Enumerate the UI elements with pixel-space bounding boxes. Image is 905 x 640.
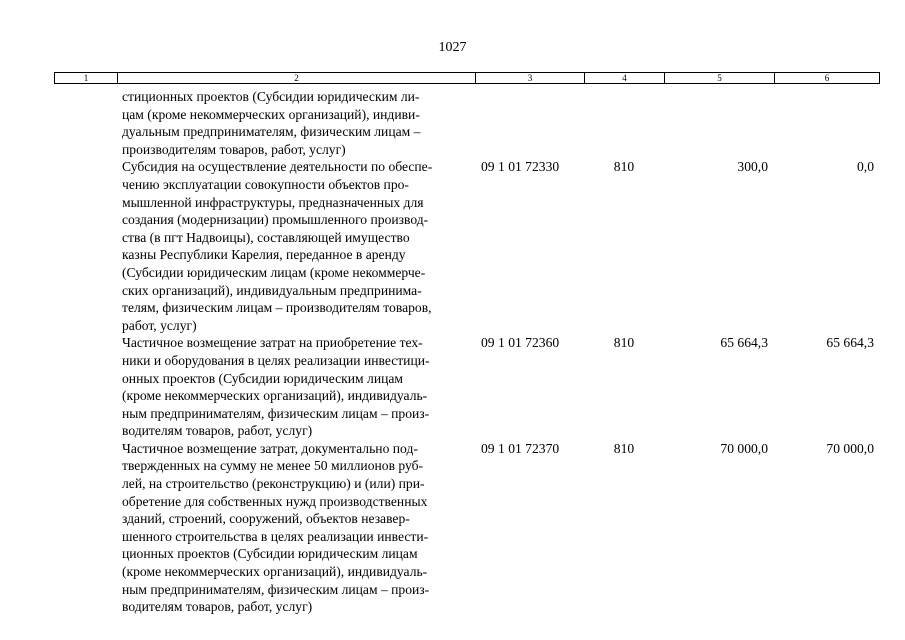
row-amount-col5: 300,0 [737,159,768,175]
row-code [475,88,584,158]
header-col-6: 6 [824,73,830,83]
description-line: ники и оборудования в целях реализации инвестици- [122,352,430,368]
header-col-2: 2 [118,73,476,83]
description-line: твержденных на сумму не менее 50 миллионов руб- [122,458,424,474]
description-line: обретение для собственных нужд производственных [122,493,428,509]
description-line: шенного строительства в целях реализации инвести- [122,528,429,544]
table-row [54,158,880,334]
row-amount-col6: 65 664,3 [826,335,874,351]
row-description [54,158,475,334]
description-line: стиционных проектов (Субсидии юридическим ли- [122,89,420,104]
description-line: ских организаций), индивидуальным предпринима- [122,282,422,298]
description-line: лей, на строительство (реконструкцию) и (или) при- [122,476,425,492]
description-line: создания (модернизации) промышленного производ- [122,212,429,228]
row-description [54,334,475,440]
description-line: телям, физическим лицам – производителям товаров, [122,300,432,316]
row-expense-type: 810 [613,159,635,175]
description-line: Частичное возмещение затрат, документально под- [122,440,418,456]
header-col-3: 3 [476,73,585,83]
table-body [54,88,880,616]
header-col-4: 4 [585,73,665,83]
row-amount-col6 [774,88,878,158]
page-number: 1027 [438,40,467,55]
description-line: водителям товаров, работ, услуг) [122,423,313,439]
row-code: 09 1 01 72330 [481,159,560,175]
description-line: ства (в пгт Надвоицы), составляющей имущество [122,229,410,245]
row-amount-col6: 0,0 [857,159,874,175]
table-row [54,88,880,158]
row-amount-col5: 65 664,3 [720,335,768,351]
description-line: Субсидия на осуществление деятельности по обеспе- [122,159,433,175]
description-line: цам (кроме некоммерческих организаций), индиви- [122,106,420,122]
description-line: работ, услуг) [122,317,197,333]
header-col-1: 1 [55,73,118,83]
description-line: мышленной инфраструктуры, предназначенных для [122,194,424,210]
row-code: 09 1 01 72360 [481,335,560,351]
row-expense-type [584,88,664,158]
description-line: производителям товаров, работ, услуг) [122,141,346,157]
description-line: зданий, строений, сооружений, объектов незавер- [122,511,410,527]
table-row [54,440,880,616]
description-line: водителям товаров, работ, услуг) [122,599,313,615]
row-amount-col5: 70 000,0 [720,440,768,456]
description-line: ционных проектов (Субсидии юридическим лицам [122,546,418,562]
description-line: (кроме некоммерческих организаций), индивидуаль- [122,564,428,580]
row-code: 09 1 01 72370 [481,440,560,456]
row-amount-col5 [664,88,774,158]
description-line: ным предпринимателям, физическим лицам – произ- [122,405,430,421]
table-row [54,334,880,440]
row-amount-col6: 70 000,0 [826,440,874,456]
description-line: (кроме некоммерческих организаций), индивидуаль- [122,388,428,404]
row-description [54,88,475,158]
row-expense-type: 810 [613,440,635,456]
description-line: казны Республики Карелия, переданное в аренду [122,247,406,263]
table-header [54,72,880,84]
description-line: Частичное возмещение затрат на приобретение тех- [122,335,423,351]
header-col-5: 5 [665,73,775,83]
description-line: чению эксплуатации совокупности объектов про- [122,176,409,192]
description-line: дуальным предпринимателям, физическим лицам – [122,124,421,140]
row-description [54,440,475,616]
row-expense-type: 810 [613,335,635,351]
description-line: онных проектов (Субсидии юридическим лицам [122,370,404,386]
description-line: (Субсидии юридическим лицам (кроме некоммерче- [122,264,426,280]
description-line: ным предпринимателям, физическим лицам – произ- [122,581,430,597]
